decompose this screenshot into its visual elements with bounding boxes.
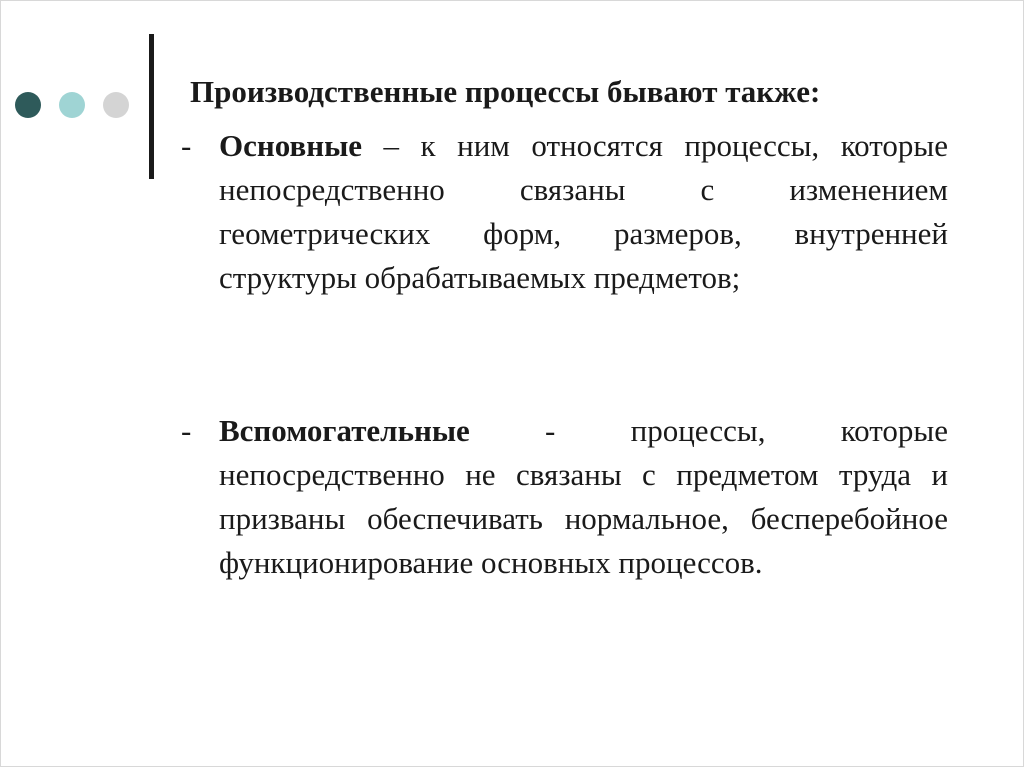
bullet-marker: - bbox=[181, 128, 192, 163]
bullet-text bbox=[181, 124, 948, 300]
bullet-item-auxiliary-processes bbox=[181, 409, 948, 585]
bullet-description: - процессы, которые непосредственно не связаны с предметом труда и призваны обеспечивать нормальное, бесперебойное функционирование основных процессов. bbox=[219, 413, 948, 580]
dot-gray-icon bbox=[103, 92, 129, 118]
bullet-description: – к ним относятся процессы, которые непосредственно связаны с изменением геометрических форм, размеров, внутренней структуры обрабатываемых предметов; bbox=[219, 128, 948, 295]
dot-dark-icon bbox=[15, 92, 41, 118]
bullet-term: Основные bbox=[219, 128, 363, 163]
dot-teal-icon bbox=[59, 92, 85, 118]
bullet-item-main-processes bbox=[181, 124, 948, 300]
bullet-marker: - bbox=[181, 413, 192, 448]
bullet-term: Вспомогательные bbox=[219, 413, 470, 448]
decorative-dots bbox=[15, 92, 135, 120]
vertical-divider bbox=[149, 34, 154, 179]
slide-title: Производственные процессы бывают также: bbox=[190, 74, 821, 109]
bullet-text bbox=[181, 409, 948, 585]
